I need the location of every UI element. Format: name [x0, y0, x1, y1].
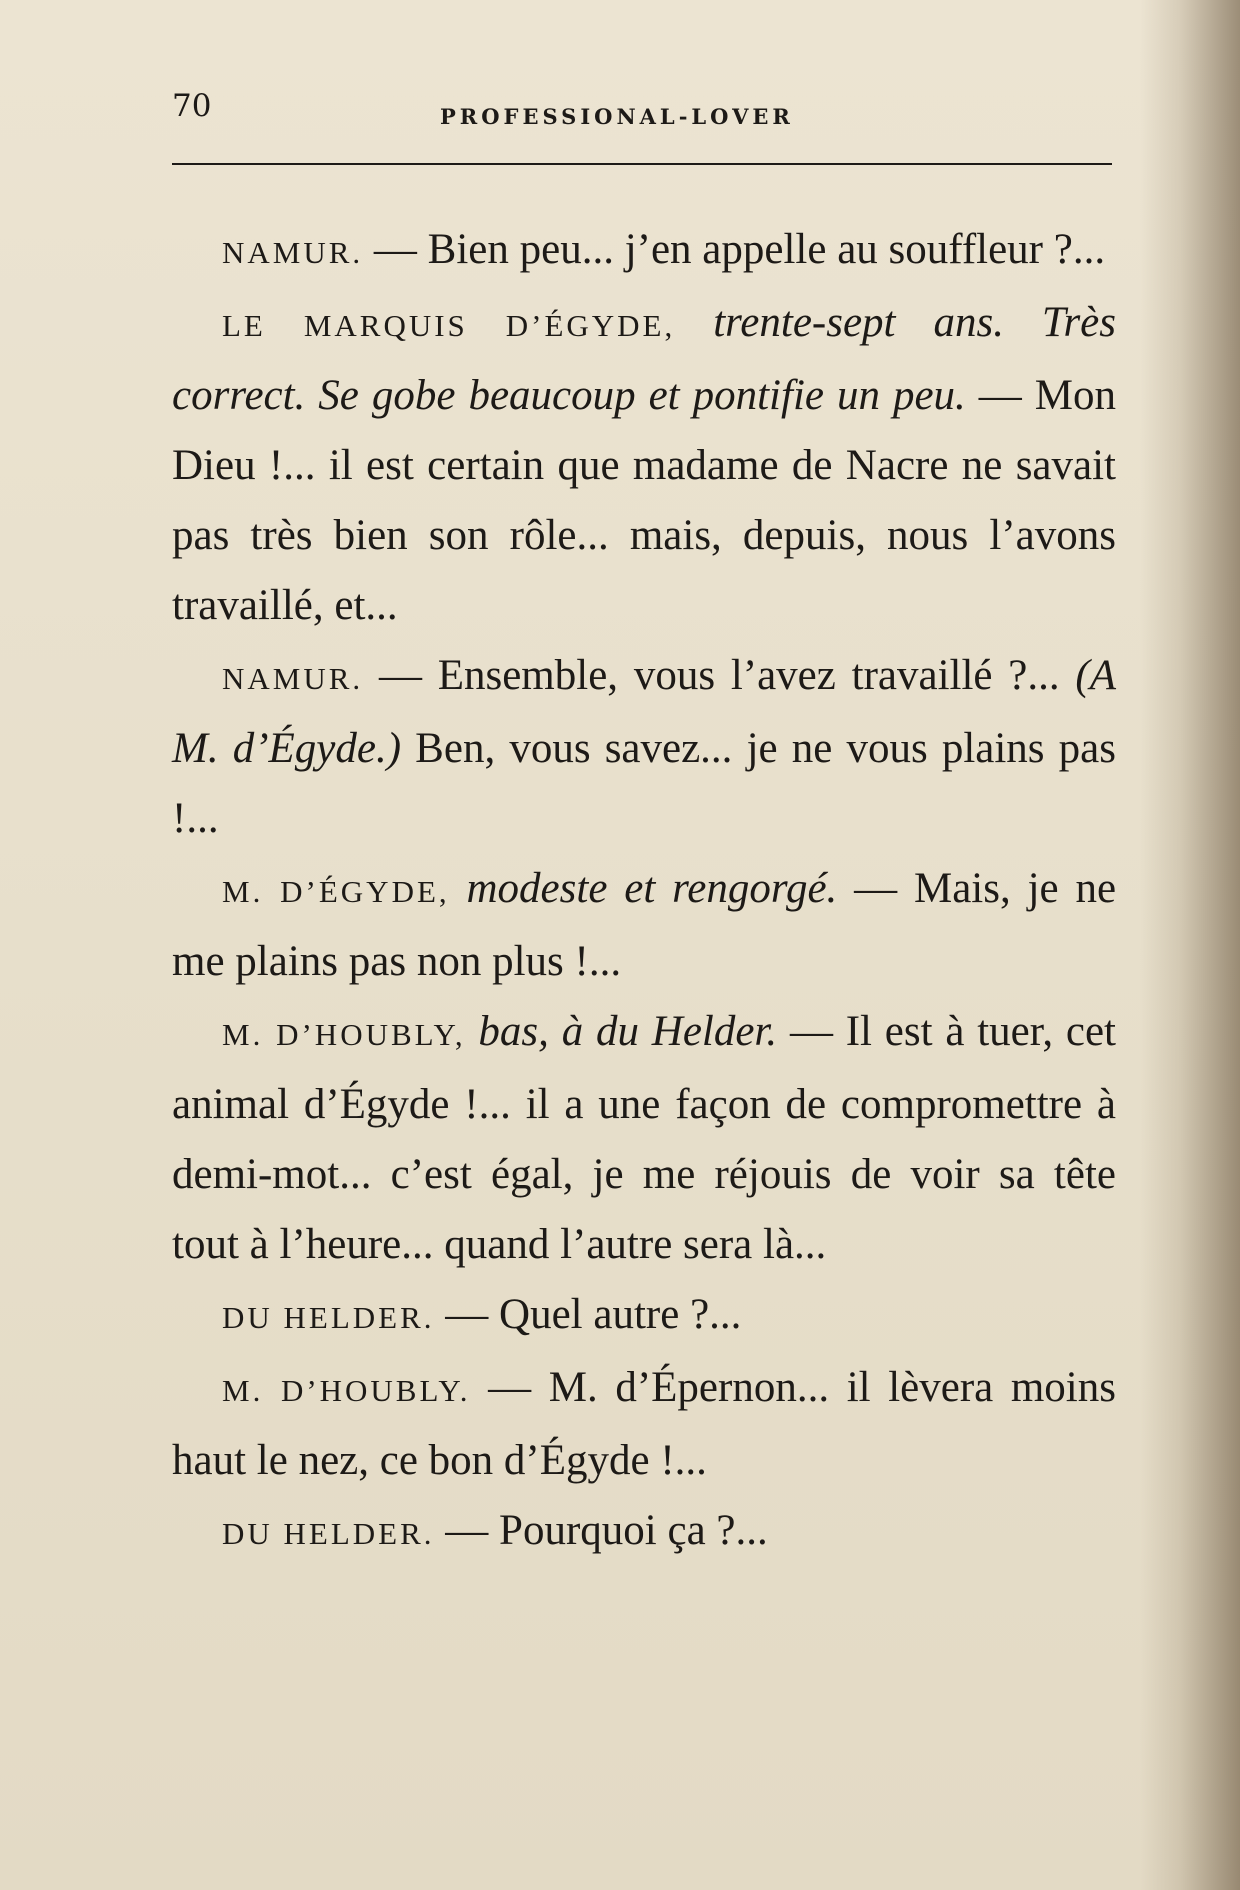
dialogue-line: Ben, vous savez... je ne vous plains pas !... — [172, 725, 1116, 842]
dialogue-paragraph — [172, 288, 1116, 641]
dialogue-line: — Il est à tuer, cet animal d’Égyde !... il a une façon de compromettre à demi-mot... c’est égal, je me réjouis de voir sa tête tout à l’heure... quand l’autre sera là... — [172, 1008, 1117, 1268]
speaker-name: NAMUR. — [222, 235, 364, 270]
dialogue-paragraph — [172, 854, 1116, 997]
speaker-name: DU HELDER. — [222, 1516, 435, 1551]
running-title: PROFESSIONAL-LOVER — [440, 104, 794, 129]
dialogue-line: — Mon Dieu !... il est certain que madame de Nacre ne savait pas très bien son rôle... mais, depuis, nous l’avons travaillé, et... — [172, 372, 1116, 629]
dialogue-paragraph — [172, 997, 1116, 1280]
header-rule — [172, 163, 1112, 165]
stage-direction: bas, à du Helder. — [478, 1008, 778, 1055]
dialogue-line: — Pourquoi ça ?... — [445, 1507, 768, 1554]
speaker-name: M. D’ÉGYDE, — [222, 874, 450, 909]
dialogue-line: — Quel autre ?... — [445, 1291, 742, 1338]
page-number: 70 — [172, 88, 212, 124]
dialogue-paragraph — [172, 1280, 1116, 1353]
stage-direction: trente-sept ans. Très correct. Se gobe beaucoup et pontifie un peu. — [172, 299, 1116, 419]
speaker-name: DU HELDER. — [222, 1300, 435, 1335]
speaker-name: M. D’HOUBLY. — [222, 1373, 471, 1408]
dialogue-paragraph — [172, 1496, 1116, 1569]
dialogue-line: — Mais, je ne me plains pas non plus !... — [172, 865, 1117, 985]
dialogue-line: — Ensemble, vous l’avez travaillé ?... — [378, 652, 1060, 699]
stage-direction: modeste et rengorgé. — [466, 865, 838, 912]
dialogue-text — [172, 215, 1116, 1569]
speaker-name: M. D’HOUBLY, — [222, 1017, 466, 1052]
dialogue-paragraph — [172, 641, 1116, 854]
dialogue-line: — Bien peu... j’en appelle au souffleur ?... — [373, 226, 1106, 273]
dialogue-paragraph — [172, 215, 1116, 288]
dialogue-line: — M. d’Épernon... il lèvera moins haut le nez, ce bon d’Égyde !... — [172, 1364, 1116, 1484]
page-header — [172, 88, 1112, 148]
dialogue-paragraph — [172, 1353, 1116, 1496]
speaker-name: NAMUR. — [222, 661, 364, 696]
stage-direction: (A M. d’Égyde.) — [172, 652, 1116, 772]
speaker-name: LE MARQUIS D’ÉGYDE, — [222, 308, 676, 343]
